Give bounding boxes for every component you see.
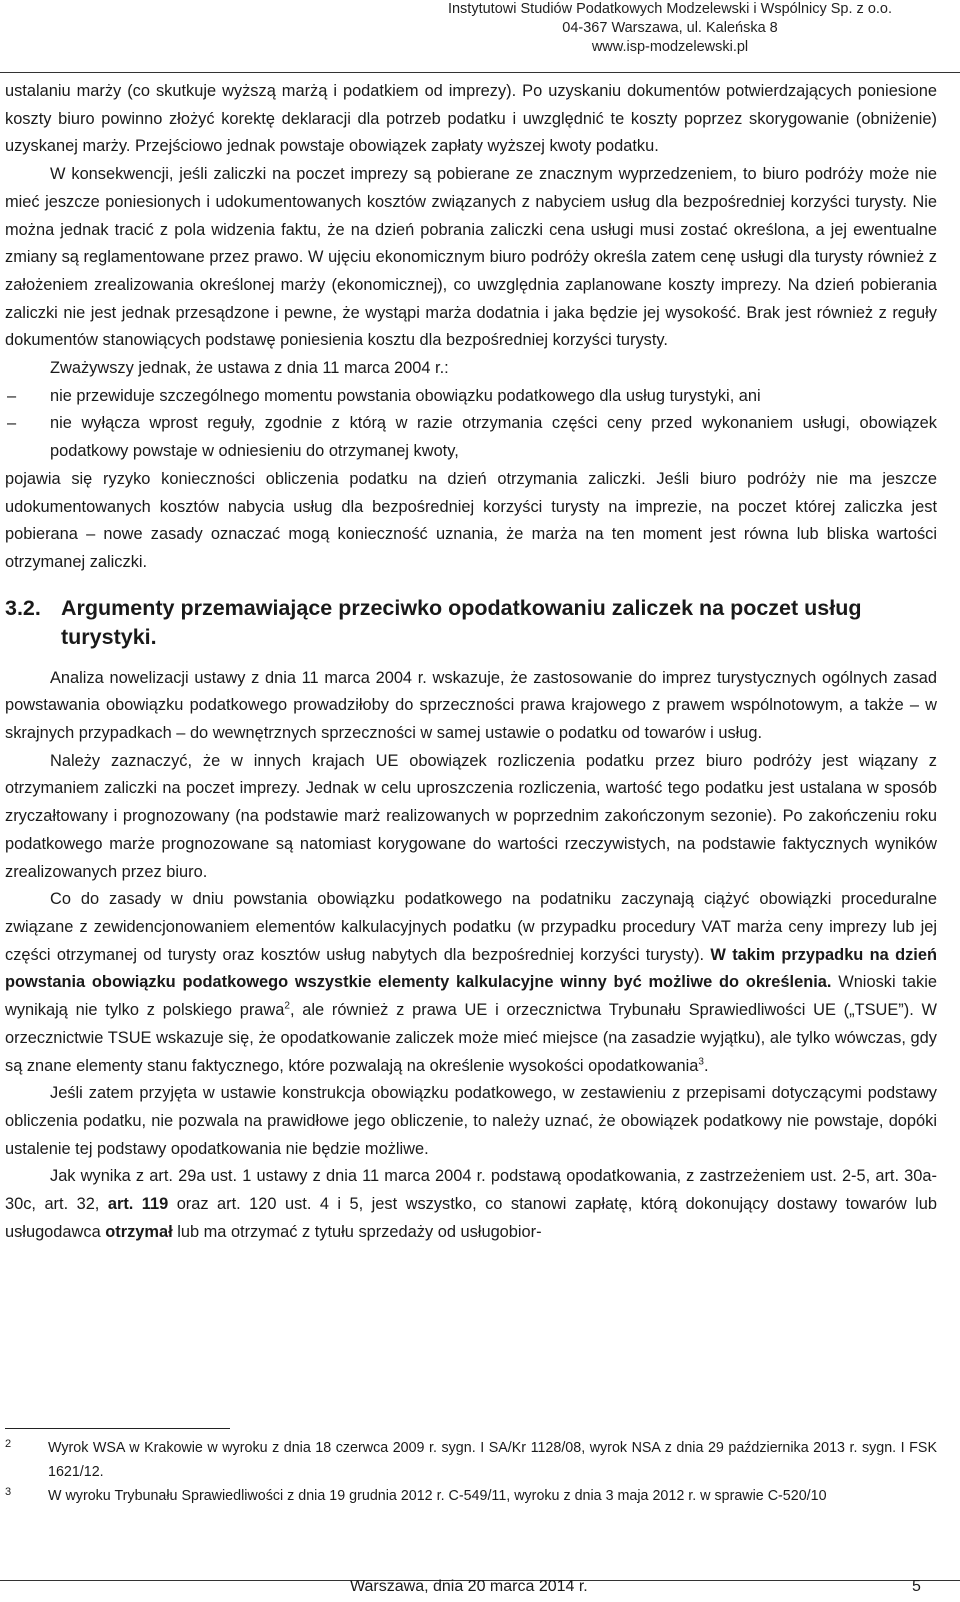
footnote-text: W wyroku Trybunału Sprawiedliwości z dnia 19 grudnia 2012 r. C-549/11, wyroku z dnia 3 maja 2012 r. w sprawie C-520/10 (48, 1488, 827, 1504)
paragraph-2: W konsekwencji, jeśli zaliczki na poczet imprezy są pobierane ze znacznym wyprzedzeniem, to biuro podróży może nie mieć jeszcze poniesionych i udokumentowanych kosztów związanych z nabyciem usług dla bezpośredniej korzyści turysty. Nie można jednak tracić z pola widzenia faktu, że na dzień pobrania zaliczki cena usługi musi zostać określona, a jej ewentualne zmiany są reglamentowane przez prawo. W ujęciu ekonomicznym biuro podróży określa zatem cenę usługi dla turysty również z założeniem zrealizowania określonej marży (ekonomicznej), co uwzględnia zaplanowane koszty imprezy. Na dzień pobierania zaliczki nie jest jednak przesądzone i pewne, że wystąpi marża dodatnia i jaka będzie jej wysokość. Brak jest również z reguły dokumentów stanowiących podstawę poniesienia kosztu dla bezpośredniej korzyści turysty. (5, 165, 937, 350)
header-website: www.isp-modzelewski.pl (591, 39, 749, 55)
bold-text: otrzymał (105, 1222, 173, 1241)
footnote-ref: 2 (284, 1000, 290, 1012)
dash-marker: – (7, 386, 17, 405)
footnote-ref: 3 (698, 1056, 704, 1068)
paragraph-5: Analiza nowelizacji ustawy z dnia 11 marca 2004 r. wskazuje, że zastosowanie do imprez turystycznych ogólnych zasad powstawania obowiązku podatkowego prowadziłoby do sprzeczności prawa krajowego z prawem wspólnotowym, a także – w skrajnych przypadkach – do wewnętrznych sprzeczności w samej ustawie o podatku od towarów i usług. (5, 668, 937, 743)
header-rule (0, 72, 960, 73)
text-run: Wnioski takie wynikają nie tylko z polskiego prawa (5, 973, 937, 1020)
footnote-separator (5, 1428, 230, 1429)
footnote (5, 1484, 937, 1508)
dash-item-text: nie przewiduje szczególnego momentu powstania obowiązku podatkowego dla usług turystyki, ani (50, 386, 761, 405)
footnotes (5, 1436, 937, 1508)
footer-date: Warszawa, dnia 20 marca 2014 r. (350, 1578, 588, 1595)
footnote (5, 1436, 937, 1484)
paragraph-3: Zważywszy jednak, że ustawa z dnia 11 marca 2004 r.: (50, 359, 449, 378)
footnote-text: Wyrok WSA w Krakowie w wyroku z dnia 18 czerwca 2009 r. sygn. I SA/Kr 1128/08, wyrok NSA z dnia 29 października 2013 r. sygn. I FSK 1621/12. (48, 1440, 937, 1480)
document-body (5, 78, 937, 1246)
paragraph-7 (5, 886, 937, 1080)
section-number: 3.2. (5, 595, 41, 620)
dash-list-item (5, 383, 937, 411)
dash-marker: – (7, 414, 17, 433)
dash-list-item (5, 410, 937, 465)
footnote-number: 2 (5, 1438, 12, 1450)
text-run: lub ma otrzymać z tytułu sprzedaży od usługobior- (172, 1222, 542, 1241)
section-heading (5, 594, 937, 652)
paragraph-8: Jeśli zatem przyjęta w ustawie konstrukcja obowiązku podatkowego, w zestawieniu z przepisami dotyczącymi podstawy obliczenia podatku, nie pozwala na prawidłowe jego obliczenie, to należy uznać, że obowiązek podatkowy nie powstaje, dopóki ustalenie tej podstawy opodatkowania nie będzie możliwe. (5, 1084, 937, 1158)
paragraph-9 (5, 1163, 937, 1246)
text-run: oraz art. 120 ust. 4 i 5, jest wszystko, co stanowi zapłatę, którą dokonujący dostawy towarów lub usługodawca (5, 1195, 937, 1241)
paragraph-1: ustalaniu marży (co skutkuje wyższą marżą i podatkiem od imprezy). Po uzyskaniu dokumentów potwierdzających poniesione koszty biuro powinno złożyć korektę deklaracji dla potrzeb podatku i uwzględnić te koszty poprzez skorygowanie (obniżenie) uzyskanej marży. Przejściowo jednak powstaje obowiązek zapłaty wyższej kwoty podatku. (5, 82, 937, 156)
footnote-number: 3 (5, 1486, 12, 1498)
paragraph-4: pojawia się ryzyko konieczności obliczenia podatku na dzień otrzymania zaliczki. Jeśli biuro podróży nie ma jeszcze udokumentowanych kosztów nabycia usług dla bezpośredniej korzyści turysty na imprezie, na poczet której zaliczka jest pobierana – nowe zasady oznaczać mogą konieczność uznania, że marża na ten moment jest równa lub bliska wartości otrzymanej zaliczki. (5, 469, 937, 571)
text-run: Co do zasady w dniu powstania obowiązku podatkowego na podatniku zaczynają ciążyć obowiązki proceduralne związane z zewidencjonowaniem elementów kalkulacyjnych podatku (w przypadku procedury VAT marża ceny imprezy lub jej części otrzymanej od turysty oraz kosztów usług nabytych dla bezpośredniej korzyści turysty). (5, 890, 937, 964)
section-title: Argumenty przemawiające przeciwko opodatkowaniu zaliczek na poczet usług turystyki. (61, 595, 862, 649)
page-number: 5 (912, 1578, 921, 1595)
text-run: Jak wynika z art. 29a ust. 1 ustawy z dnia 11 marca 2004 r. podstawą opodatkowania, z zastrzeżeniem ust. 2-5, art. 30a-30c, art. 32, (5, 1167, 937, 1214)
page-header (420, 0, 920, 57)
header-address: 04-367 Warszawa, ul. Kaleńska 8 (562, 20, 778, 36)
dash-item-text: nie wyłącza wprost reguły, zgodnie z którą w razie otrzymania części ceny przed wykonaniem usługi, obowiązek podatkowy powstaje w odniesieniu do otrzymanej kwoty, (50, 414, 937, 461)
header-company: Instytutowi Studiów Podatkowych Modzelewski i Wspólnicy Sp. z o.o. (447, 1, 893, 17)
text-run: , ale również z prawa UE i orzecznictwa Trybunału Sprawiedliwości UE („TSUE”). W orzecznictwie TSUE wskazuje się, że opodatkowanie zaliczek może mieć miejsce (na zasadzie wyjątku), ale tylko wówczas, gdy są znane elementy stanu faktycznego, które pozwalają na określenie wysokości opodatkowania (5, 1001, 937, 1075)
bold-text: W takim przypadku na dzień powstania obowiązku podatkowego wszystkie elementy kalkulacyjne winny być możliwe do określenia. (5, 945, 937, 992)
text-run: . (703, 1056, 709, 1075)
paragraph-6: Należy zaznaczyć, że w innych krajach UE obowiązek rozliczenia podatku przez biuro podróży jest wiązany z otrzymaniem zaliczki na poczet imprezy. Jednak w celu uproszczenia rozliczenia, wartość tego podatku jest ustalana w sposób zryczałtowany i prognozowany (na podstawie marż realizowanych w poprzednim zakończonym sezonie). Po zakończeniu roku podatkowego marże prognozowane są natomiast korygowane do wartości rzeczywistych, na podstawie faktycznych wyników zrealizowanych przez biuro. (5, 751, 937, 881)
bold-text: art. 119 (107, 1195, 169, 1214)
